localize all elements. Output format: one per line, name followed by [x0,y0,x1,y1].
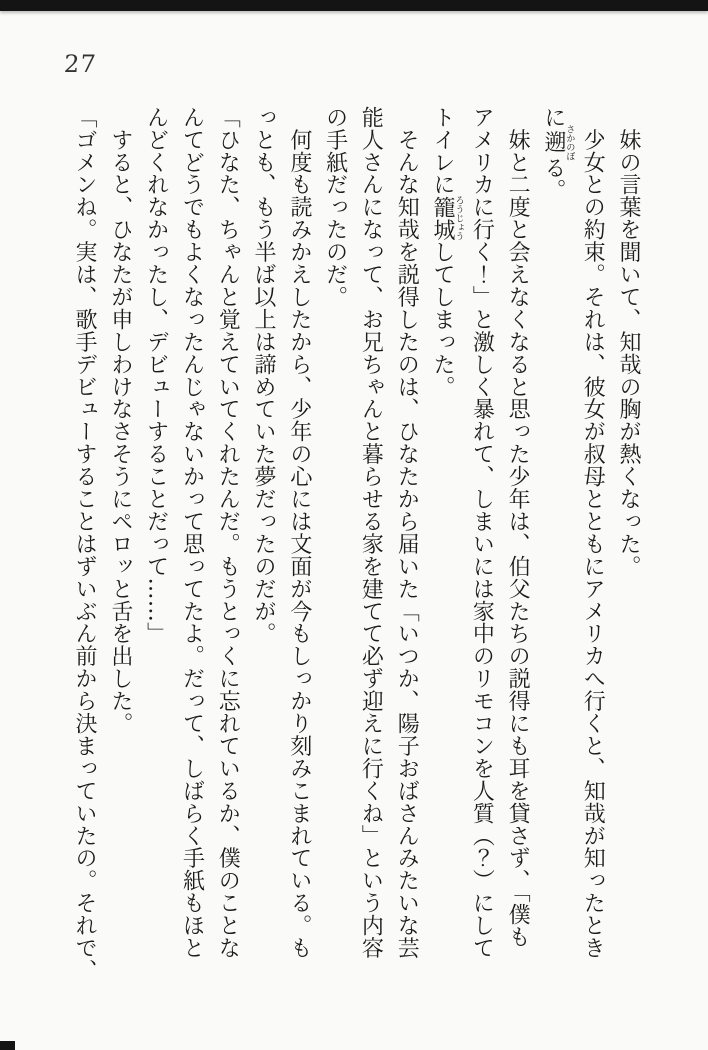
text-line: 妹の言葉を聞いて、知哉の胸が熱くなった。 [616,106,641,578]
text-line: すると、ひなたが申しわけなさそうにペロッと舌を出した。 [107,106,133,735]
text-line: の手紙だったのだ。 [322,106,348,309]
text-line: んどくれなかったし、デビューすることだって……」 [143,106,169,645]
furigana-ruby: 遡さかのぼ [540,124,575,161]
scan-edge-bottom [0,1041,15,1050]
text-line: 妹と二度と会えなくなると思った少年は、伯父たちの説得にも耳を貸さず、「僕も [505,106,531,949]
text-line: っとも、もう半ば以上は諦めていた夢だったのだが。 [251,106,277,645]
text-line: 「ゴメンね。実は、歌手デビューすることはずいぶん前から決まっていたの。それで、 [72,106,98,982]
text-line: そんな知哉を説得したのは、ひなたから届いた「いつか、陽子おばさんみたいな芸 [394,106,420,960]
text-line: に遡さかのぼる。 [540,106,575,202]
scan-edge-top [0,0,708,11]
furigana-ruby: 籠城ろうじょう [430,195,464,241]
text-line: アメリカに行く！」と激しく暴れて、しまいには家中のリモコンを人質（？）にして [469,106,495,960]
text-line: んてどうでもよくなったんじゃないかって思ってたよ。だって、しばらく手紙もほと [179,106,205,960]
text-line: トイレに籠城ろうじょうしてしまった。 [430,106,464,398]
text-line: 「ひなた、ちゃんと覚えていてくれたんだ。もうとっくに忘れているか、僕のことな [215,106,241,960]
text-line: 何度も読みかえしたから、少年の心には文面が今もしっかり刻みこまれている。も [286,106,312,960]
text-line: 能人さんになって、お兄ちゃんと暮らせる家を建てて必ず迎えに行くね」という内容 [358,106,384,960]
page-number: 27 [63,50,98,78]
text-line: 少女との約束。それは、彼女が叔母とともにアメリカへ行くと、知哉が知ったとき [580,106,606,960]
text-block [66,106,646,982]
